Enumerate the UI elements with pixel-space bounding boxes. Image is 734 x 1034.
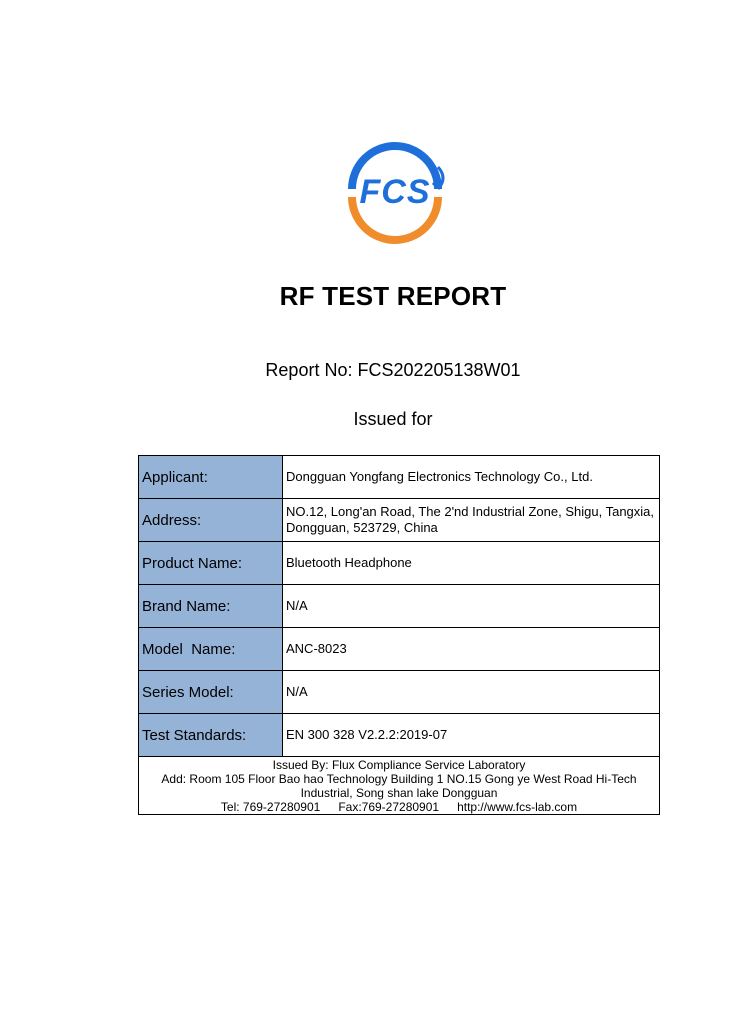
report-info-table xyxy=(138,455,660,815)
label-applicant: Applicant: xyxy=(139,456,283,499)
value-model-name: ANC-8023 xyxy=(283,628,660,671)
lab-address-line-1: Add: Room 105 Floor Bao hao Technology Building 1 NO.15 Gong ye West Road Hi-Tech xyxy=(161,772,637,786)
row-brand-name xyxy=(139,585,660,628)
lab-fax: Fax:769-27280901 xyxy=(338,800,440,814)
value-brand-name: N/A xyxy=(283,585,660,628)
value-series-model: N/A xyxy=(283,671,660,714)
row-address xyxy=(139,499,660,542)
issued-for-heading: Issued for xyxy=(353,409,433,429)
label-address: Address: xyxy=(139,499,283,542)
value-address: NO.12, Long'an Road, The 2'nd Industrial Zone, Shigu, Tangxia, Dongguan, 523729, China xyxy=(283,499,660,542)
lab-address-line-2: Industrial, Song shan lake Dongguan xyxy=(300,786,498,800)
fcs-logo xyxy=(340,137,450,245)
label-series-model: Series Model: xyxy=(139,671,283,714)
row-model-name xyxy=(139,628,660,671)
row-product-name xyxy=(139,542,660,585)
lab-tel: Tel: 769-27280901 xyxy=(220,800,321,814)
row-footer xyxy=(139,757,660,815)
label-model-name: Model Name: xyxy=(139,628,283,671)
logo-letters: FCS xyxy=(359,173,431,211)
row-series-model xyxy=(139,671,660,714)
lab-info xyxy=(139,757,660,815)
page-title: RF TEST REPORT xyxy=(279,281,507,311)
lab-contact xyxy=(141,800,657,814)
label-brand-name: Brand Name: xyxy=(139,585,283,628)
value-applicant: Dongguan Yongfang Electronics Technology Co., Ltd. xyxy=(283,456,660,499)
value-test-standards: EN 300 328 V2.2.2:2019-07 xyxy=(283,714,660,757)
row-applicant xyxy=(139,456,660,499)
value-product-name: Bluetooth Headphone xyxy=(283,542,660,585)
label-product-name: Product Name: xyxy=(139,542,283,585)
lab-website: http://www.fcs-lab.com xyxy=(457,800,578,814)
row-test-standards xyxy=(139,714,660,757)
label-test-standards: Test Standards: xyxy=(139,714,283,757)
report-number: Report No: FCS202205138W01 xyxy=(265,360,521,380)
issued-by: Issued By: Flux Compliance Service Laboratory xyxy=(272,758,526,772)
